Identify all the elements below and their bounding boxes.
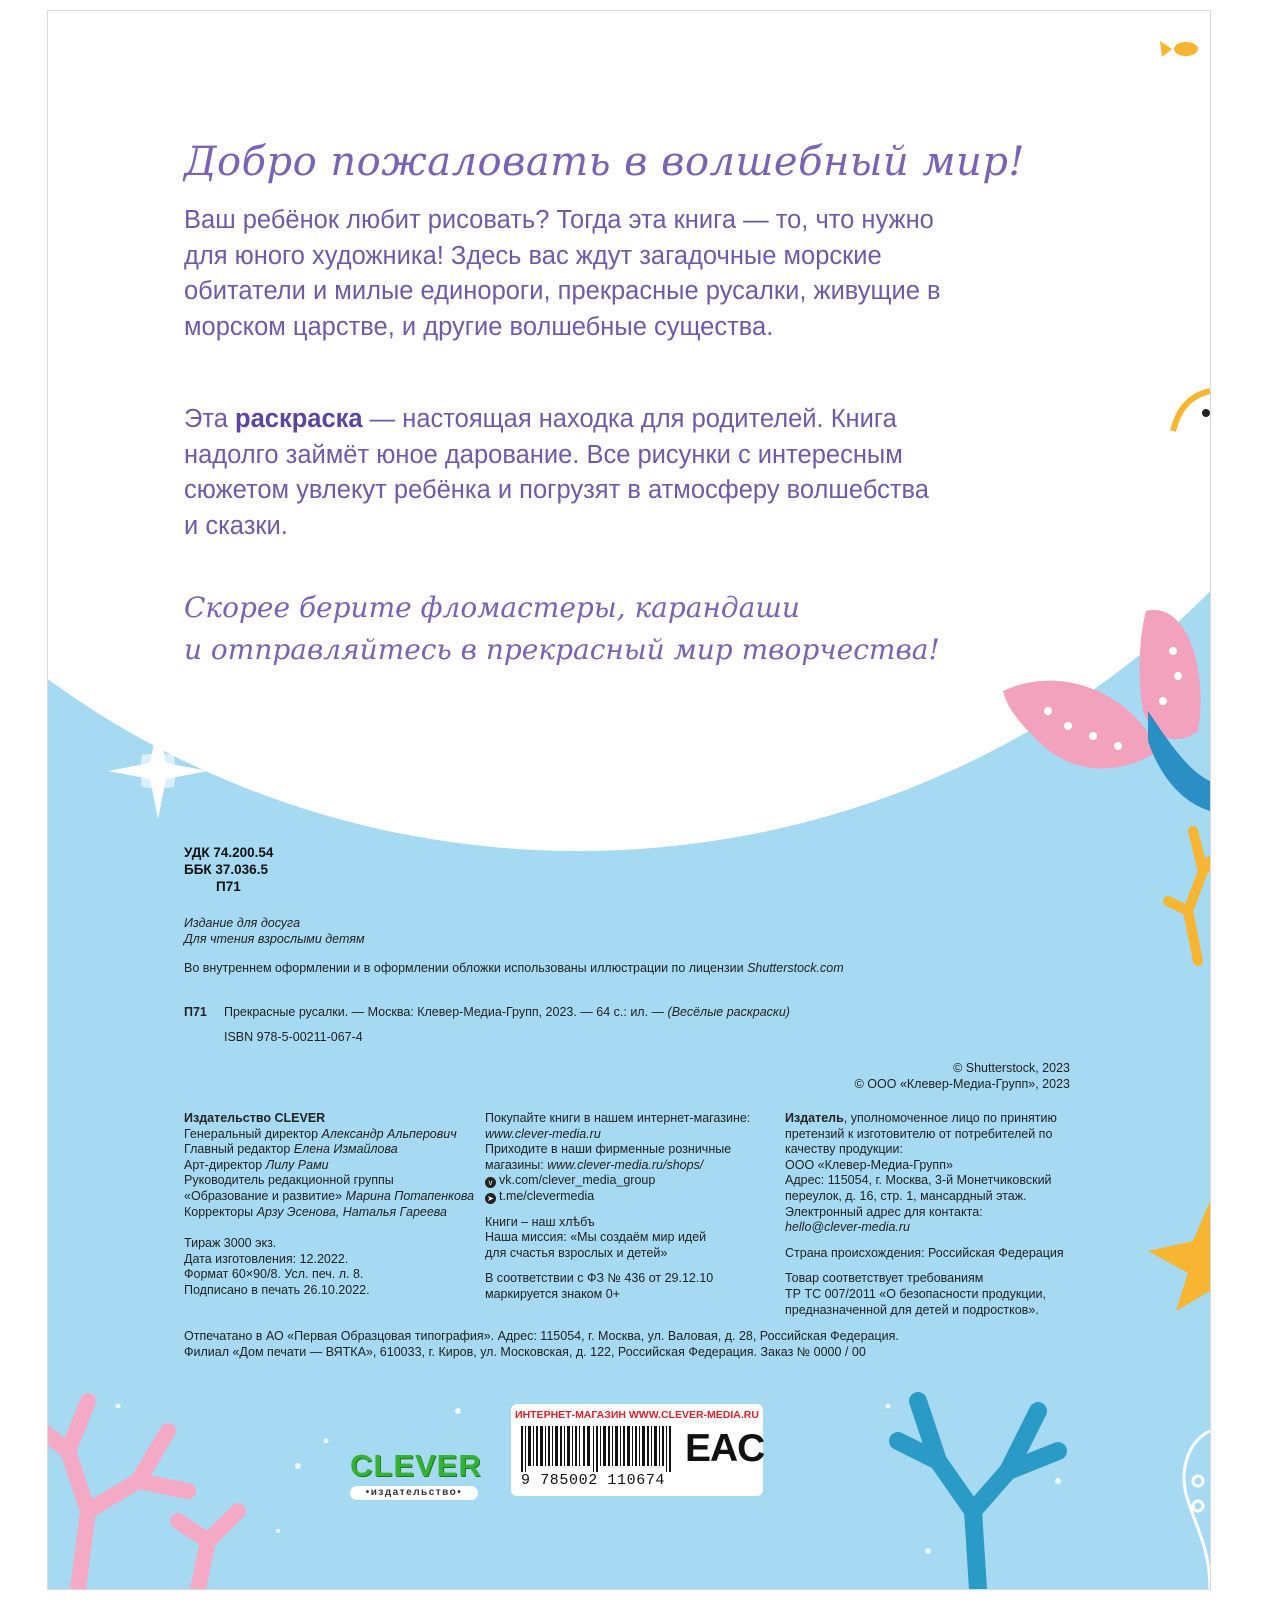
staff-row xyxy=(184,1189,474,1205)
shop-stores-link[interactable]: www.clever-media.ru/shops/ xyxy=(547,1157,704,1172)
pink-coral-icon xyxy=(48,1401,238,1589)
telegram-link-text: t.me/clevermedia xyxy=(499,1188,595,1203)
publisher-line: Адрес: 115054, г. Москва, 3-й Монетчиковский xyxy=(785,1173,1052,1188)
standard-line: Товар соответствует требованиям xyxy=(785,1271,984,1286)
staff-row xyxy=(184,1158,474,1174)
publisher-line: качеству продукции: xyxy=(785,1142,903,1157)
standard-line: ТР ТС 007/2011 «О безопасности продукции, xyxy=(785,1286,1046,1301)
print-run: Тираж 3000 экз. xyxy=(184,1236,277,1251)
octopus-icon xyxy=(1184,1431,1210,1589)
staff-role: Корректоры xyxy=(184,1204,257,1219)
publisher-line xyxy=(785,1111,1075,1127)
illustrations-credit xyxy=(184,961,844,977)
barcode-box xyxy=(511,1404,763,1496)
staff-name: Арзу Эсенова, Наталья Гареева xyxy=(256,1204,448,1219)
shop-stores-text: магазины: xyxy=(485,1157,548,1172)
logo-word: CLEVER xyxy=(350,1448,482,1483)
production-date: Дата изготовления: 12.2022. xyxy=(184,1251,349,1266)
publisher-line: претензий к изготовителю от потребителей по xyxy=(785,1126,1053,1141)
staff-name: Марина Потапенкова xyxy=(345,1188,475,1203)
staff-row xyxy=(184,1173,474,1189)
bbk-code: ББК 37.036.5 xyxy=(184,862,268,877)
udk-code: УДК 74.200.54 xyxy=(184,845,274,860)
telegram-icon: ➤ xyxy=(485,1193,496,1204)
illustrations-text: Во внутреннем оформлении и в оформлении обложки использованы иллюстрации по лицензии xyxy=(184,961,748,975)
telegram-link[interactable] xyxy=(485,1189,775,1205)
shop-column xyxy=(485,1111,775,1303)
white-coral-icon xyxy=(1108,11,1210,151)
author-code: П71 xyxy=(216,879,241,894)
orange-coral-icon xyxy=(1168,831,1210,961)
vk-icon: v xyxy=(485,1177,496,1188)
bibliography-code: П71 xyxy=(184,1005,207,1019)
book-back-cover xyxy=(47,10,1211,1590)
staff-column xyxy=(184,1111,474,1299)
mermaid-tail-icon xyxy=(1003,610,1210,811)
staff-role: Руководитель редакционной группы xyxy=(184,1173,394,1188)
signed-to-print: Подписано в печать 26.10.2022. xyxy=(184,1282,370,1297)
publisher-text: , уполномоченное лицо по принятию xyxy=(843,1111,1057,1125)
barcode-shop-label: ИНТЕРНЕТ-МАГАЗИН WWW.CLEVER-MEDIA.RU xyxy=(515,1409,759,1421)
publisher-line: ООО «Клевер-Медиа-Групп» xyxy=(785,1157,953,1172)
vk-link-text: vk.com/clever_media_group xyxy=(499,1173,656,1188)
motto: Книги – наш хлѣбъ xyxy=(485,1214,595,1229)
publisher-label: Издатель xyxy=(785,1111,844,1125)
closing-line: Скорее берите фломастеры, карандаши xyxy=(184,591,800,624)
sparkle-icon xyxy=(108,723,208,819)
bibliographic-record xyxy=(184,1005,790,1021)
classification-codes xyxy=(184,844,273,895)
staff-name: Елена Измайлова xyxy=(293,1142,398,1157)
shop-site-link[interactable]: www.clever-media.ru xyxy=(485,1126,601,1141)
barcode-icon xyxy=(521,1426,681,1472)
coloring-text xyxy=(184,402,944,544)
copyright-line: © Shutterstock, 2023 xyxy=(953,1061,1070,1075)
purpose-line: Издание для досуга xyxy=(184,916,301,930)
shop-buy: Покупайте книги в нашем интернет-магазине: xyxy=(485,1111,751,1125)
publisher-column xyxy=(785,1111,1075,1318)
intro-text: Ваш ребёнок любит рисовать? Тогда эта книга — то, что нужно для юного художника! Здесь вас ждут загадочные морские обитатели и милые единороги, прекрасные русалки, живущие в морском царстве, и другие волшебные существа. xyxy=(184,206,941,341)
publisher-name: Издательство CLEVER xyxy=(184,1111,326,1125)
standard-line: предназначенной для детей и подростков». xyxy=(785,1302,1039,1317)
shop-stores: Приходите в наши фирменные розничные xyxy=(485,1142,732,1157)
law-note: В соответствии с ФЗ № 436 от 29.12.10 xyxy=(485,1271,714,1286)
bibliography-series: (Весёлые раскраски) xyxy=(667,1005,790,1019)
vk-link[interactable] xyxy=(485,1173,775,1189)
coloring-bold-word: раскраска xyxy=(235,405,363,433)
staff-row xyxy=(184,1205,474,1221)
coloring-text-start: Эта xyxy=(184,405,235,433)
blue-coral-icon xyxy=(898,1401,1058,1589)
coloring-paragraph xyxy=(184,402,944,544)
publisher-line: Электронный адрес для контакта: xyxy=(785,1204,983,1219)
coloring-text-end: — настоящая находка для родителей. Книга надолго займёт юное дарование. Все рисунки с интересным сюжетом увлекут ребёнка и погрузят в атмосферу волшебства и сказки. xyxy=(184,405,929,540)
law-note: маркируется знаком 0+ xyxy=(485,1286,620,1301)
mission: для счастья взрослых и детей» xyxy=(485,1245,668,1260)
bibliography-text: Прекрасные русалки. — Москва: Клевер-Медиа-Групп, 2023. — 64 с.: ил. — xyxy=(224,1005,668,1019)
clever-logo xyxy=(350,1448,482,1498)
staff-row xyxy=(184,1142,474,1158)
staff-role: Арт-директор xyxy=(184,1157,266,1172)
purpose-line: Для чтения взрослыми детям xyxy=(184,931,365,946)
illustrations-source: Shutterstock.com xyxy=(747,961,844,975)
printer-line: Филиал «Дом печати — ВЯТКА», 610033, г. Киров, ул. Московская, д. 122, Российская Федерация. Заказ № 0000 / 00 xyxy=(184,1344,866,1359)
shop-stores-line xyxy=(485,1158,775,1174)
mission: Наша миссия: «Мы создаём мир идей xyxy=(485,1230,707,1245)
creature-icon xyxy=(1173,391,1210,431)
copyright-block xyxy=(855,1061,1070,1092)
staff-name: Александр Альперович xyxy=(321,1126,457,1141)
staff-role: «Образование и развитие» xyxy=(184,1188,346,1203)
publisher-line: переулок, д. 16, стр. 1, мансардный этаж. xyxy=(785,1188,1027,1203)
format: Формат 60×90/8. Усл. печ. л. 8. xyxy=(184,1267,364,1282)
printer-line: Отпечатано в АО «Первая Образцовая типография». Адрес: 115054, г. Москва, ул. Валовая, д. 28, Российская Федерация. xyxy=(184,1329,899,1343)
copyright-line: © ООО «Клевер-Медиа-Групп», 2023 xyxy=(854,1076,1070,1091)
welcome-heading: Добро пожаловать в волшебный мир! xyxy=(184,139,1025,185)
publisher-email[interactable]: hello@clever-media.ru xyxy=(785,1220,911,1235)
starfish-icon xyxy=(1148,1201,1210,1311)
edition-purpose xyxy=(184,916,365,947)
closing-callout xyxy=(184,587,940,671)
staff-role: Главный редактор xyxy=(184,1142,294,1157)
staff-role: Генеральный директор xyxy=(184,1126,322,1141)
barcode-digits: 9 785002 110674 xyxy=(521,1472,666,1489)
country-of-origin: Страна происхождения: Российская Федерация xyxy=(785,1245,1064,1260)
staff-name: Лилу Рами xyxy=(265,1157,329,1172)
isbn: ISBN 978-5-00211-067-4 xyxy=(224,1030,363,1044)
intro-paragraph xyxy=(184,203,944,345)
staff-row xyxy=(184,1127,474,1143)
logo-subtitle: •издательство• xyxy=(350,1486,478,1500)
closing-line: и отправляйтесь в прекрасный мир творчества! xyxy=(184,633,940,666)
eac-mark-icon: EAC xyxy=(685,1427,765,1470)
printer-info xyxy=(184,1329,899,1360)
